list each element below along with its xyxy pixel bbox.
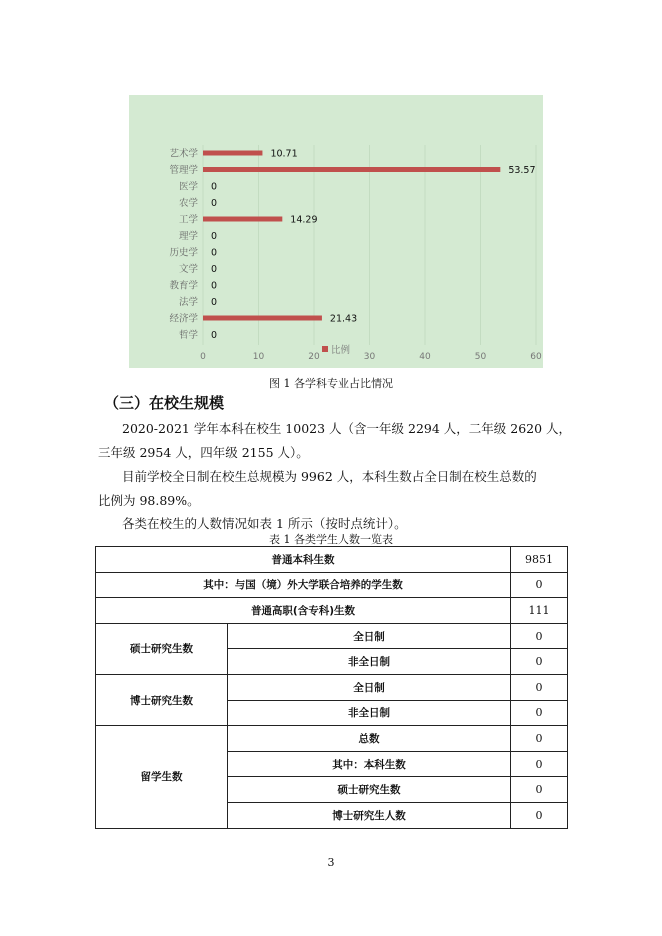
row-value: 9851 <box>511 547 568 573</box>
data-label: 0 <box>211 231 218 242</box>
bar <box>203 167 500 172</box>
chart-svg <box>129 95 543 368</box>
row-value: 111 <box>511 598 568 624</box>
bar <box>203 151 262 156</box>
data-label: 21.43 <box>329 313 358 325</box>
row-value: 0 <box>511 802 568 828</box>
data-label: 0 <box>211 280 218 292</box>
table-row <box>96 726 568 752</box>
data-label: 0 <box>211 181 218 193</box>
paragraph-2-line-1: 目前学校全日制在校生总规模为 9962 人，本科生数占全日制在校生总数的 <box>122 469 537 484</box>
row-value: 0 <box>511 751 568 777</box>
row-value: 0 <box>511 674 568 700</box>
row-label: 其中：与国（境）外大学联合培养的学生数 <box>96 572 511 598</box>
table-caption: 表 1 各类学生人数一览表 <box>269 533 393 546</box>
y-category-label: 教育学 <box>169 280 198 292</box>
x-tick-label: 40 <box>419 352 431 362</box>
row-value: 0 <box>511 700 568 726</box>
row-label: 其中：本科生数 <box>228 751 511 777</box>
page-number: 3 <box>327 856 335 869</box>
table-row <box>96 598 568 624</box>
group-label: 博士研究生数 <box>96 674 228 725</box>
row-label: 总数 <box>228 726 511 752</box>
y-category-label: 管理学 <box>169 165 198 176</box>
row-value: 0 <box>511 726 568 752</box>
data-label: 14.29 <box>290 214 318 226</box>
data-label: 53.57 <box>508 165 536 176</box>
row-value: 0 <box>511 623 568 649</box>
y-category-label: 经济学 <box>169 313 198 325</box>
row-label: 硕士研究生数 <box>228 777 511 803</box>
table-row <box>96 572 568 598</box>
x-tick-label: 50 <box>474 352 487 362</box>
data-label: 0 <box>211 247 218 259</box>
y-category-label: 文学 <box>178 264 198 275</box>
row-value: 0 <box>511 649 568 675</box>
data-label: 0 <box>211 264 218 275</box>
y-category-label: 法学 <box>178 297 198 308</box>
data-label: 0 <box>211 198 218 209</box>
paragraph-2-line-2: 比例为 98.89%。 <box>98 493 200 508</box>
row-value: 0 <box>511 572 568 598</box>
paragraph-1-line-1: 2020-2021 学年本科在校生 10023 人（含一年级 2294 人，二年级 2620 人， <box>122 421 572 436</box>
row-label: 全日制 <box>228 623 511 649</box>
x-tick-label: 60 <box>530 352 542 362</box>
y-category-label: 理学 <box>178 231 198 242</box>
bar <box>203 217 282 222</box>
data-label: 10.71 <box>270 148 298 160</box>
table-row <box>96 623 568 649</box>
y-category-label: 医学 <box>178 181 198 193</box>
legend-label: 比例 <box>331 345 351 356</box>
group-label: 留学生数 <box>96 726 228 828</box>
y-category-label: 艺术学 <box>169 148 198 160</box>
table-row <box>96 547 568 573</box>
table-row <box>96 674 568 700</box>
row-label: 普通本科生数 <box>96 547 511 573</box>
row-label: 非全日制 <box>228 700 511 726</box>
bar <box>203 316 322 321</box>
x-tick-label: 0 <box>200 352 206 362</box>
y-category-label: 农学 <box>178 198 198 209</box>
student-count-table <box>95 546 568 829</box>
row-label: 非全日制 <box>228 649 511 675</box>
y-category-label: 历史学 <box>169 247 198 259</box>
x-tick-label: 30 <box>363 352 376 362</box>
x-tick-label: 20 <box>308 352 320 362</box>
subject-ratio-chart <box>129 95 543 368</box>
data-label: 0 <box>211 297 218 308</box>
row-label: 博士研究生人数 <box>228 802 511 828</box>
y-category-label: 工学 <box>178 214 198 226</box>
x-tick-label: 10 <box>252 352 265 362</box>
data-label: 0 <box>211 330 218 341</box>
section-heading: （三）在校生规模 <box>104 394 225 412</box>
paragraph-3: 各类在校生的人数情况如表 1 所示（按时点统计）。 <box>122 516 407 531</box>
figure-caption: 图 1 各学科专业占比情况 <box>269 377 393 390</box>
y-category-label: 哲学 <box>178 330 198 341</box>
legend-swatch <box>322 346 328 352</box>
row-value: 0 <box>511 777 568 803</box>
group-label: 硕士研究生数 <box>96 623 228 674</box>
paragraph-1-line-2: 三年级 2954 人，四年级 2155 人）。 <box>98 445 309 460</box>
row-label: 普通高职(含专科)生数 <box>96 598 511 624</box>
row-label: 全日制 <box>228 674 511 700</box>
